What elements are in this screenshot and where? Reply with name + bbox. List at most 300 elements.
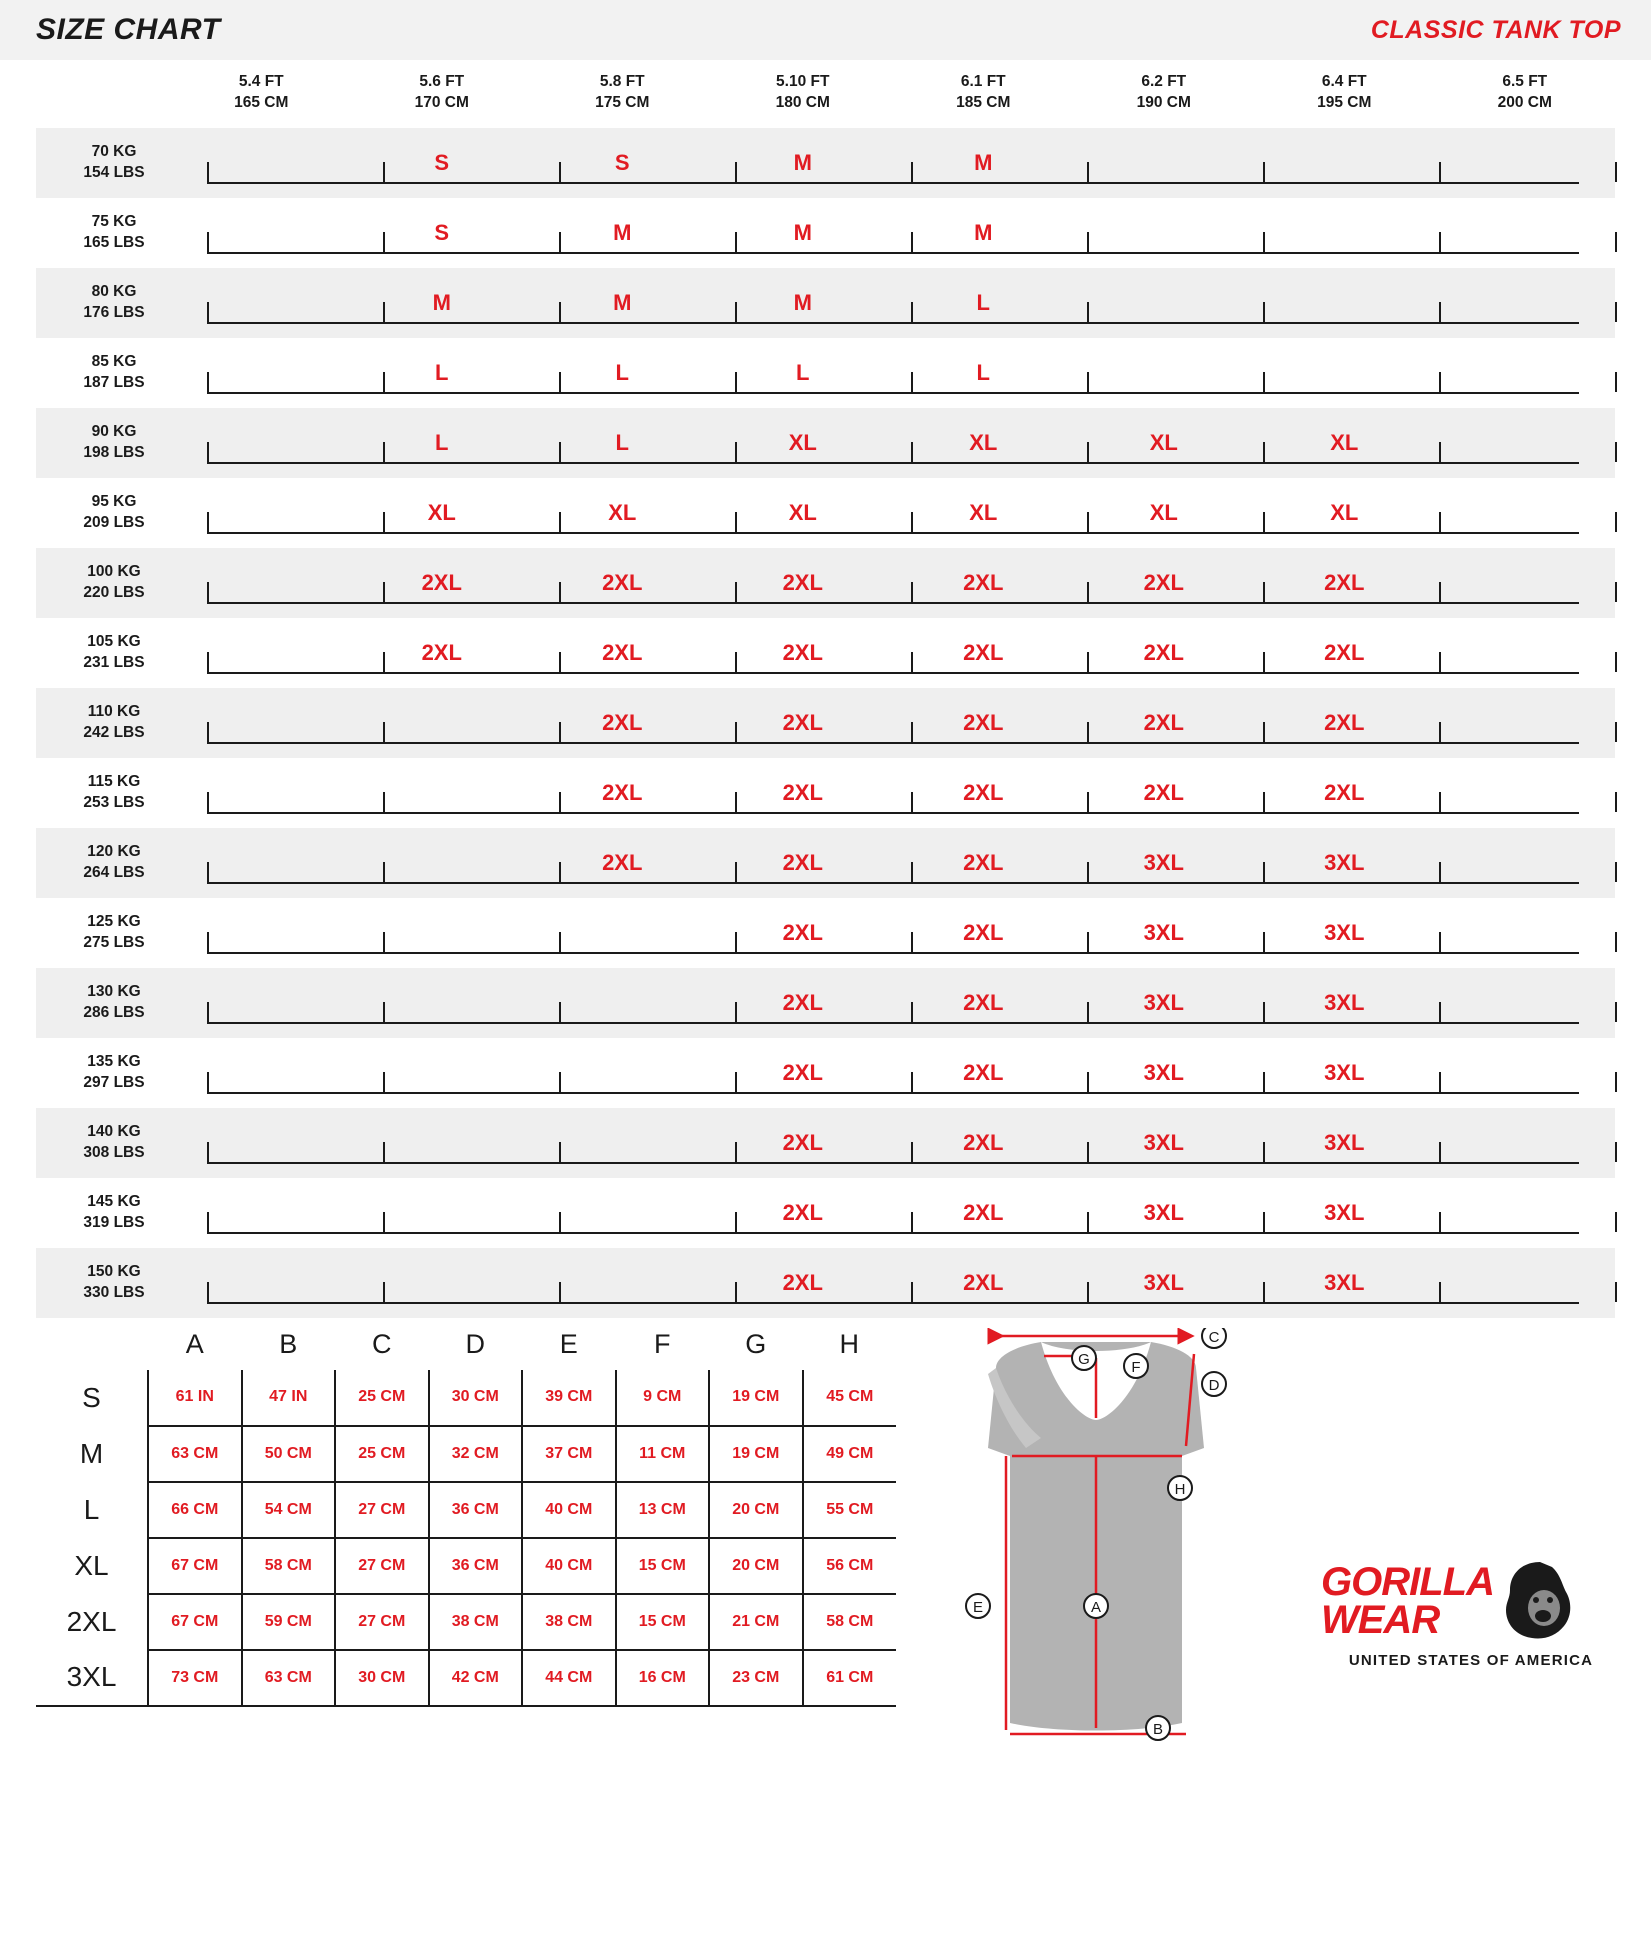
weight-lbs: 330 LBS [83, 1283, 145, 1301]
diagram-label-e [966, 1594, 990, 1618]
height-col-3: 5.10 FT 180 CM [775, 73, 830, 111]
axis-tick [1615, 1282, 1617, 1302]
measurement-header-row [36, 1328, 896, 1370]
size-cell [352, 968, 533, 1038]
size-cell: 3XL [1143, 1199, 1184, 1225]
height-col-2: 5.8 FT 175 CM [595, 73, 650, 111]
size-cell: M [974, 149, 993, 175]
axis-tick [207, 442, 209, 462]
size-cell: 3XL [1324, 849, 1365, 875]
axis-tick [1615, 582, 1617, 602]
measurement-value: 45 CM [803, 1370, 897, 1426]
measurement-row [36, 1650, 896, 1706]
diagram-label-f [1124, 1354, 1148, 1378]
weight-row-label [36, 478, 171, 548]
measurement-value: 36 CM [429, 1482, 523, 1538]
size-cell: 3XL [1324, 1129, 1365, 1155]
measurement-value: 67 CM [148, 1594, 242, 1650]
weight-row-label [36, 198, 171, 268]
measurement-value: 21 CM [709, 1594, 803, 1650]
axis-tick [1615, 1212, 1617, 1232]
table-row [36, 688, 1615, 758]
brand-line-1: GORILLA [1321, 1559, 1494, 1604]
weight-row-label [36, 688, 171, 758]
measurement-value: 67 CM [148, 1538, 242, 1594]
axis-tick [207, 1072, 209, 1092]
size-cell: M [793, 289, 812, 315]
measurement-value: 39 CM [522, 1370, 616, 1426]
size-cell: 3XL [1143, 1129, 1184, 1155]
size-cell: 3XL [1324, 1199, 1365, 1225]
size-cell: 3XL [1143, 989, 1184, 1015]
size-cell [171, 198, 352, 268]
size-cell [171, 968, 352, 1038]
measurement-value: 11 CM [616, 1426, 710, 1482]
size-cell: 3XL [1324, 1269, 1365, 1295]
size-cell [532, 1178, 713, 1248]
measurement-col-d: D [465, 1328, 485, 1359]
measurement-size-label: M [79, 1437, 104, 1469]
table-row [36, 898, 1615, 968]
weight-row-label [36, 1178, 171, 1248]
size-cell: 2XL [963, 989, 1004, 1015]
svg-text:D: D [1208, 1376, 1220, 1394]
size-cell [352, 898, 533, 968]
size-cell: 2XL [602, 639, 643, 665]
diagram-label-b [1146, 1716, 1170, 1740]
size-cell: L [615, 429, 629, 455]
brand-logo-row [1321, 1558, 1621, 1644]
size-cell: M [793, 219, 812, 245]
size-cell: M [974, 219, 993, 245]
size-cell: S [614, 149, 630, 175]
diagram-label-g [1072, 1346, 1096, 1370]
measurement-value: 58 CM [242, 1538, 336, 1594]
measurement-row [36, 1370, 896, 1426]
table-row [36, 338, 1615, 408]
size-cell: XL [1330, 429, 1359, 455]
size-cell: 2XL [602, 849, 643, 875]
measurement-value: 58 CM [803, 1594, 897, 1650]
garment-diagram [936, 1328, 1256, 1753]
size-cell [1435, 1178, 1616, 1248]
page-title: SIZE CHART [36, 13, 221, 46]
weight-kg: 90 KG [91, 422, 137, 440]
size-cell [532, 1248, 713, 1318]
measurement-size-label: 3XL [36, 1650, 148, 1706]
measurement-row [36, 1538, 896, 1594]
size-cell [352, 1178, 533, 1248]
size-cell [1074, 198, 1255, 268]
height-col-5: 6.2 FT 190 CM [1136, 73, 1191, 111]
weight-kg: 105 KG [87, 632, 141, 650]
measurement-corner-cell [36, 1328, 148, 1370]
table-row [36, 128, 1615, 198]
weight-row-label [36, 128, 171, 198]
axis-tick [1615, 1002, 1617, 1022]
size-cell: 3XL [1143, 1059, 1184, 1085]
size-cell: 2XL [782, 919, 823, 945]
weight-lbs: 220 LBS [83, 583, 145, 601]
size-cell: L [976, 359, 990, 385]
size-cell: M [432, 289, 451, 315]
weight-kg: 100 KG [87, 562, 141, 580]
size-chart-header-row [36, 60, 1615, 128]
size-cell: 2XL [963, 1199, 1004, 1225]
weight-kg: 130 KG [87, 982, 141, 1000]
axis-tick [1615, 792, 1617, 812]
weight-row-label [36, 1248, 171, 1318]
size-cell: L [615, 359, 629, 385]
size-cell [171, 338, 352, 408]
measurement-value: 66 CM [148, 1482, 242, 1538]
size-cell: 3XL [1324, 1059, 1365, 1085]
measurement-value: 25 CM [335, 1370, 429, 1426]
size-cell [352, 1248, 533, 1318]
size-cell [171, 1038, 352, 1108]
measurement-value: 27 CM [335, 1594, 429, 1650]
measurement-value: 27 CM [335, 1538, 429, 1594]
size-cell: 2XL [1143, 569, 1184, 595]
size-cell [171, 828, 352, 898]
weight-lbs: 308 LBS [83, 1143, 145, 1161]
table-row [36, 618, 1615, 688]
size-cell: S [434, 219, 450, 245]
size-cell: 3XL [1324, 989, 1365, 1015]
size-cell: 2XL [1324, 569, 1365, 595]
size-cell: 2XL [782, 779, 823, 805]
axis-tick [207, 1142, 209, 1162]
measurement-value: 54 CM [242, 1482, 336, 1538]
size-cell: 2XL [602, 569, 643, 595]
weight-row-label [36, 968, 171, 1038]
measurement-value: 47 IN [242, 1370, 336, 1426]
table-row [36, 758, 1615, 828]
table-row [36, 198, 1615, 268]
size-cell: 2XL [602, 709, 643, 735]
size-cell: 3XL [1324, 919, 1365, 945]
size-cell [171, 408, 352, 478]
measurement-value: 63 CM [148, 1426, 242, 1482]
table-row [36, 408, 1615, 478]
weight-kg: 125 KG [87, 912, 141, 930]
size-cell: L [796, 359, 810, 385]
measurement-value: 9 CM [616, 1370, 710, 1426]
weight-kg: 135 KG [87, 1052, 141, 1070]
size-cell: M [613, 219, 632, 245]
measurement-value: 30 CM [429, 1370, 523, 1426]
size-cell: L [435, 429, 449, 455]
svg-text:A: A [1090, 1598, 1102, 1616]
size-cell [1074, 268, 1255, 338]
size-cell [1254, 198, 1435, 268]
weight-lbs: 165 LBS [83, 233, 145, 251]
size-cell [1435, 478, 1616, 548]
size-cell: L [976, 289, 990, 315]
measurement-value: 40 CM [522, 1538, 616, 1594]
measurement-value: 15 CM [616, 1538, 710, 1594]
size-cell [171, 478, 352, 548]
weight-kg: 80 KG [91, 282, 137, 300]
measurement-value: 20 CM [709, 1538, 803, 1594]
measurement-value: 44 CM [522, 1650, 616, 1706]
weight-row-label [36, 898, 171, 968]
axis-tick [1615, 512, 1617, 532]
axis-tick [1615, 232, 1617, 252]
measurement-value: 61 IN [148, 1370, 242, 1426]
diagram-label-c [1202, 1328, 1226, 1348]
height-col-4: 6.1 FT 185 CM [956, 73, 1011, 111]
measurement-value: 50 CM [242, 1426, 336, 1482]
height-col-1: 5.6 FT 170 CM [414, 73, 469, 111]
measurement-value: 19 CM [709, 1370, 803, 1426]
size-cell: XL [427, 499, 456, 525]
weight-lbs: 286 LBS [83, 1003, 145, 1021]
table-row [36, 1248, 1615, 1318]
size-cell: XL [1330, 499, 1359, 525]
weight-kg: 110 KG [87, 702, 141, 720]
size-cell [1435, 758, 1616, 828]
weight-kg: 75 KG [91, 212, 137, 230]
size-cell: 2XL [1324, 709, 1365, 735]
size-cell: 2XL [782, 1199, 823, 1225]
weight-lbs: 253 LBS [83, 793, 145, 811]
height-col-7: 6.5 FT 200 CM [1497, 73, 1552, 111]
size-cell [352, 828, 533, 898]
measurement-size-label: 2XL [66, 1605, 117, 1637]
table-row [36, 268, 1615, 338]
weight-lbs: 209 LBS [83, 513, 145, 531]
weight-kg: 115 KG [87, 772, 141, 790]
weight-row-label [36, 268, 171, 338]
size-cell: 2XL [782, 989, 823, 1015]
table-row [36, 1108, 1615, 1178]
weight-kg: 85 KG [91, 352, 137, 370]
size-cell: 2XL [963, 849, 1004, 875]
weight-lbs: 319 LBS [83, 1213, 145, 1231]
size-cell: 2XL [1143, 779, 1184, 805]
size-cell [1435, 198, 1616, 268]
size-cell [171, 548, 352, 618]
size-cell [1435, 968, 1616, 1038]
weight-lbs: 231 LBS [83, 653, 145, 671]
weight-lbs: 264 LBS [83, 863, 145, 881]
corner-cell [36, 60, 171, 128]
measurement-size-label: S [82, 1381, 101, 1413]
axis-tick [1615, 652, 1617, 672]
measurement-col-e: E [559, 1328, 578, 1359]
axis-tick [1615, 302, 1617, 322]
size-cell: 2XL [1143, 639, 1184, 665]
size-cell [1074, 128, 1255, 198]
size-cell [1435, 1038, 1616, 1108]
axis-tick [1615, 442, 1617, 462]
size-cell: XL [788, 429, 817, 455]
size-cell: 2XL [963, 569, 1004, 595]
axis-tick [207, 652, 209, 672]
diagram-label-a [1084, 1594, 1108, 1618]
weight-lbs: 198 LBS [83, 443, 145, 461]
size-cell: 2XL [602, 779, 643, 805]
bottom-section [0, 1318, 1651, 1753]
weight-row-label [36, 828, 171, 898]
measurement-value: 25 CM [335, 1426, 429, 1482]
size-cell: 2XL [963, 779, 1004, 805]
measurement-value: 36 CM [429, 1538, 523, 1594]
weight-lbs: 176 LBS [83, 303, 145, 321]
size-cell: M [793, 149, 812, 175]
size-cell [171, 618, 352, 688]
measurement-size-label: XL [74, 1549, 109, 1581]
axis-tick [207, 862, 209, 882]
table-row [36, 478, 1615, 548]
svg-text:B: B [1152, 1720, 1164, 1738]
size-cell: 3XL [1143, 849, 1184, 875]
weight-row-label [36, 1108, 171, 1178]
size-cell [1074, 338, 1255, 408]
size-cell: 2XL [963, 709, 1004, 735]
measurement-value: 20 CM [709, 1482, 803, 1538]
measurement-row [36, 1594, 896, 1650]
size-cell [1435, 898, 1616, 968]
measurement-value: 61 CM [803, 1650, 897, 1706]
measurement-value: 63 CM [242, 1650, 336, 1706]
measurement-col-g: G [745, 1328, 767, 1359]
size-cell: XL [608, 499, 637, 525]
size-cell: 3XL [1143, 919, 1184, 945]
size-cell: 2XL [963, 919, 1004, 945]
weight-row-label [36, 618, 171, 688]
axis-tick [207, 302, 209, 322]
size-cell [171, 758, 352, 828]
size-cell [1435, 408, 1616, 478]
size-cell [532, 1038, 713, 1108]
size-cell: 2XL [782, 849, 823, 875]
size-cell [1254, 338, 1435, 408]
weight-kg: 95 KG [91, 492, 137, 510]
size-cell: 2XL [963, 639, 1004, 665]
measurement-value: 19 CM [709, 1426, 803, 1482]
size-cell [171, 688, 352, 758]
measurement-col-h: H [839, 1328, 859, 1359]
table-row [36, 968, 1615, 1038]
measurement-value: 55 CM [803, 1482, 897, 1538]
table-row [36, 548, 1615, 618]
diagram-label-h [1168, 1476, 1192, 1500]
weight-row-label [36, 338, 171, 408]
weight-kg: 120 KG [87, 842, 141, 860]
size-cell [532, 968, 713, 1038]
measurement-col-a: A [185, 1328, 204, 1359]
measurement-size-label: L [83, 1493, 100, 1525]
svg-text:E: E [972, 1598, 984, 1616]
measurement-col-b: B [279, 1328, 298, 1359]
axis-tick [1615, 932, 1617, 952]
product-title: CLASSIC TANK TOP [1370, 15, 1621, 44]
size-cell: XL [788, 499, 817, 525]
axis-tick [1615, 372, 1617, 392]
measurement-table-section [36, 1328, 916, 1707]
size-cell [1435, 688, 1616, 758]
size-cell: 2XL [421, 569, 462, 595]
size-cell: XL [969, 499, 998, 525]
measurement-value: 32 CM [429, 1426, 523, 1482]
axis-tick [207, 1002, 209, 1022]
size-cell [532, 898, 713, 968]
height-col-0: 5.4 FT 165 CM [234, 73, 289, 111]
size-cell: S [434, 149, 450, 175]
size-cell: 2XL [963, 1129, 1004, 1155]
table-row [36, 828, 1615, 898]
axis-tick [207, 792, 209, 812]
diagram-label-d [1202, 1372, 1226, 1396]
table-row [36, 1038, 1615, 1108]
measurement-table [36, 1328, 896, 1707]
size-cell [1435, 828, 1616, 898]
size-cell [171, 898, 352, 968]
size-cell: M [613, 289, 632, 315]
weight-kg: 150 KG [87, 1262, 141, 1280]
weight-row-label [36, 1038, 171, 1108]
svg-text:H: H [1174, 1480, 1186, 1498]
weight-lbs: 242 LBS [83, 723, 145, 741]
measurement-value: 42 CM [429, 1650, 523, 1706]
weight-kg: 145 KG [87, 1192, 141, 1210]
measurement-value: 73 CM [148, 1650, 242, 1706]
size-cell: 2XL [782, 1129, 823, 1155]
tank-top-illustration [936, 1328, 1256, 1748]
header-bar [0, 0, 1651, 60]
measurement-value: 56 CM [803, 1538, 897, 1594]
size-cell [352, 1108, 533, 1178]
measurement-value: 23 CM [709, 1650, 803, 1706]
size-cell [1435, 618, 1616, 688]
measurement-value: 38 CM [522, 1594, 616, 1650]
measurement-value: 27 CM [335, 1482, 429, 1538]
size-cell [352, 758, 533, 828]
svg-text:G: G [1078, 1350, 1090, 1368]
measurement-value: 13 CM [616, 1482, 710, 1538]
table-row [36, 1178, 1615, 1248]
size-cell: XL [1149, 499, 1178, 525]
size-grid-section [0, 60, 1651, 1318]
size-cell: 2XL [1324, 639, 1365, 665]
axis-tick [207, 372, 209, 392]
size-cell: 2XL [782, 1059, 823, 1085]
measurement-row [36, 1482, 896, 1538]
size-cell: 2XL [1143, 709, 1184, 735]
weight-kg: 70 KG [91, 142, 137, 160]
measurement-row [36, 1426, 896, 1482]
size-cell: 3XL [1143, 1269, 1184, 1295]
size-chart-table [36, 60, 1615, 1318]
brand-tagline: UNITED STATES OF AMERICA [1348, 1651, 1594, 1669]
size-cell: 2XL [963, 1269, 1004, 1295]
size-cell [1435, 548, 1616, 618]
size-cell [1435, 128, 1616, 198]
weight-row-label [36, 548, 171, 618]
axis-tick [207, 162, 209, 182]
size-cell [171, 1108, 352, 1178]
svg-text:F: F [1131, 1358, 1141, 1376]
gorilla-icon [1500, 1558, 1578, 1644]
size-cell [1254, 268, 1435, 338]
axis-tick [1615, 722, 1617, 742]
size-cell: XL [1149, 429, 1178, 455]
axis-tick [207, 232, 209, 252]
size-cell [352, 688, 533, 758]
brand-line-2: WEAR [1321, 1597, 1440, 1642]
